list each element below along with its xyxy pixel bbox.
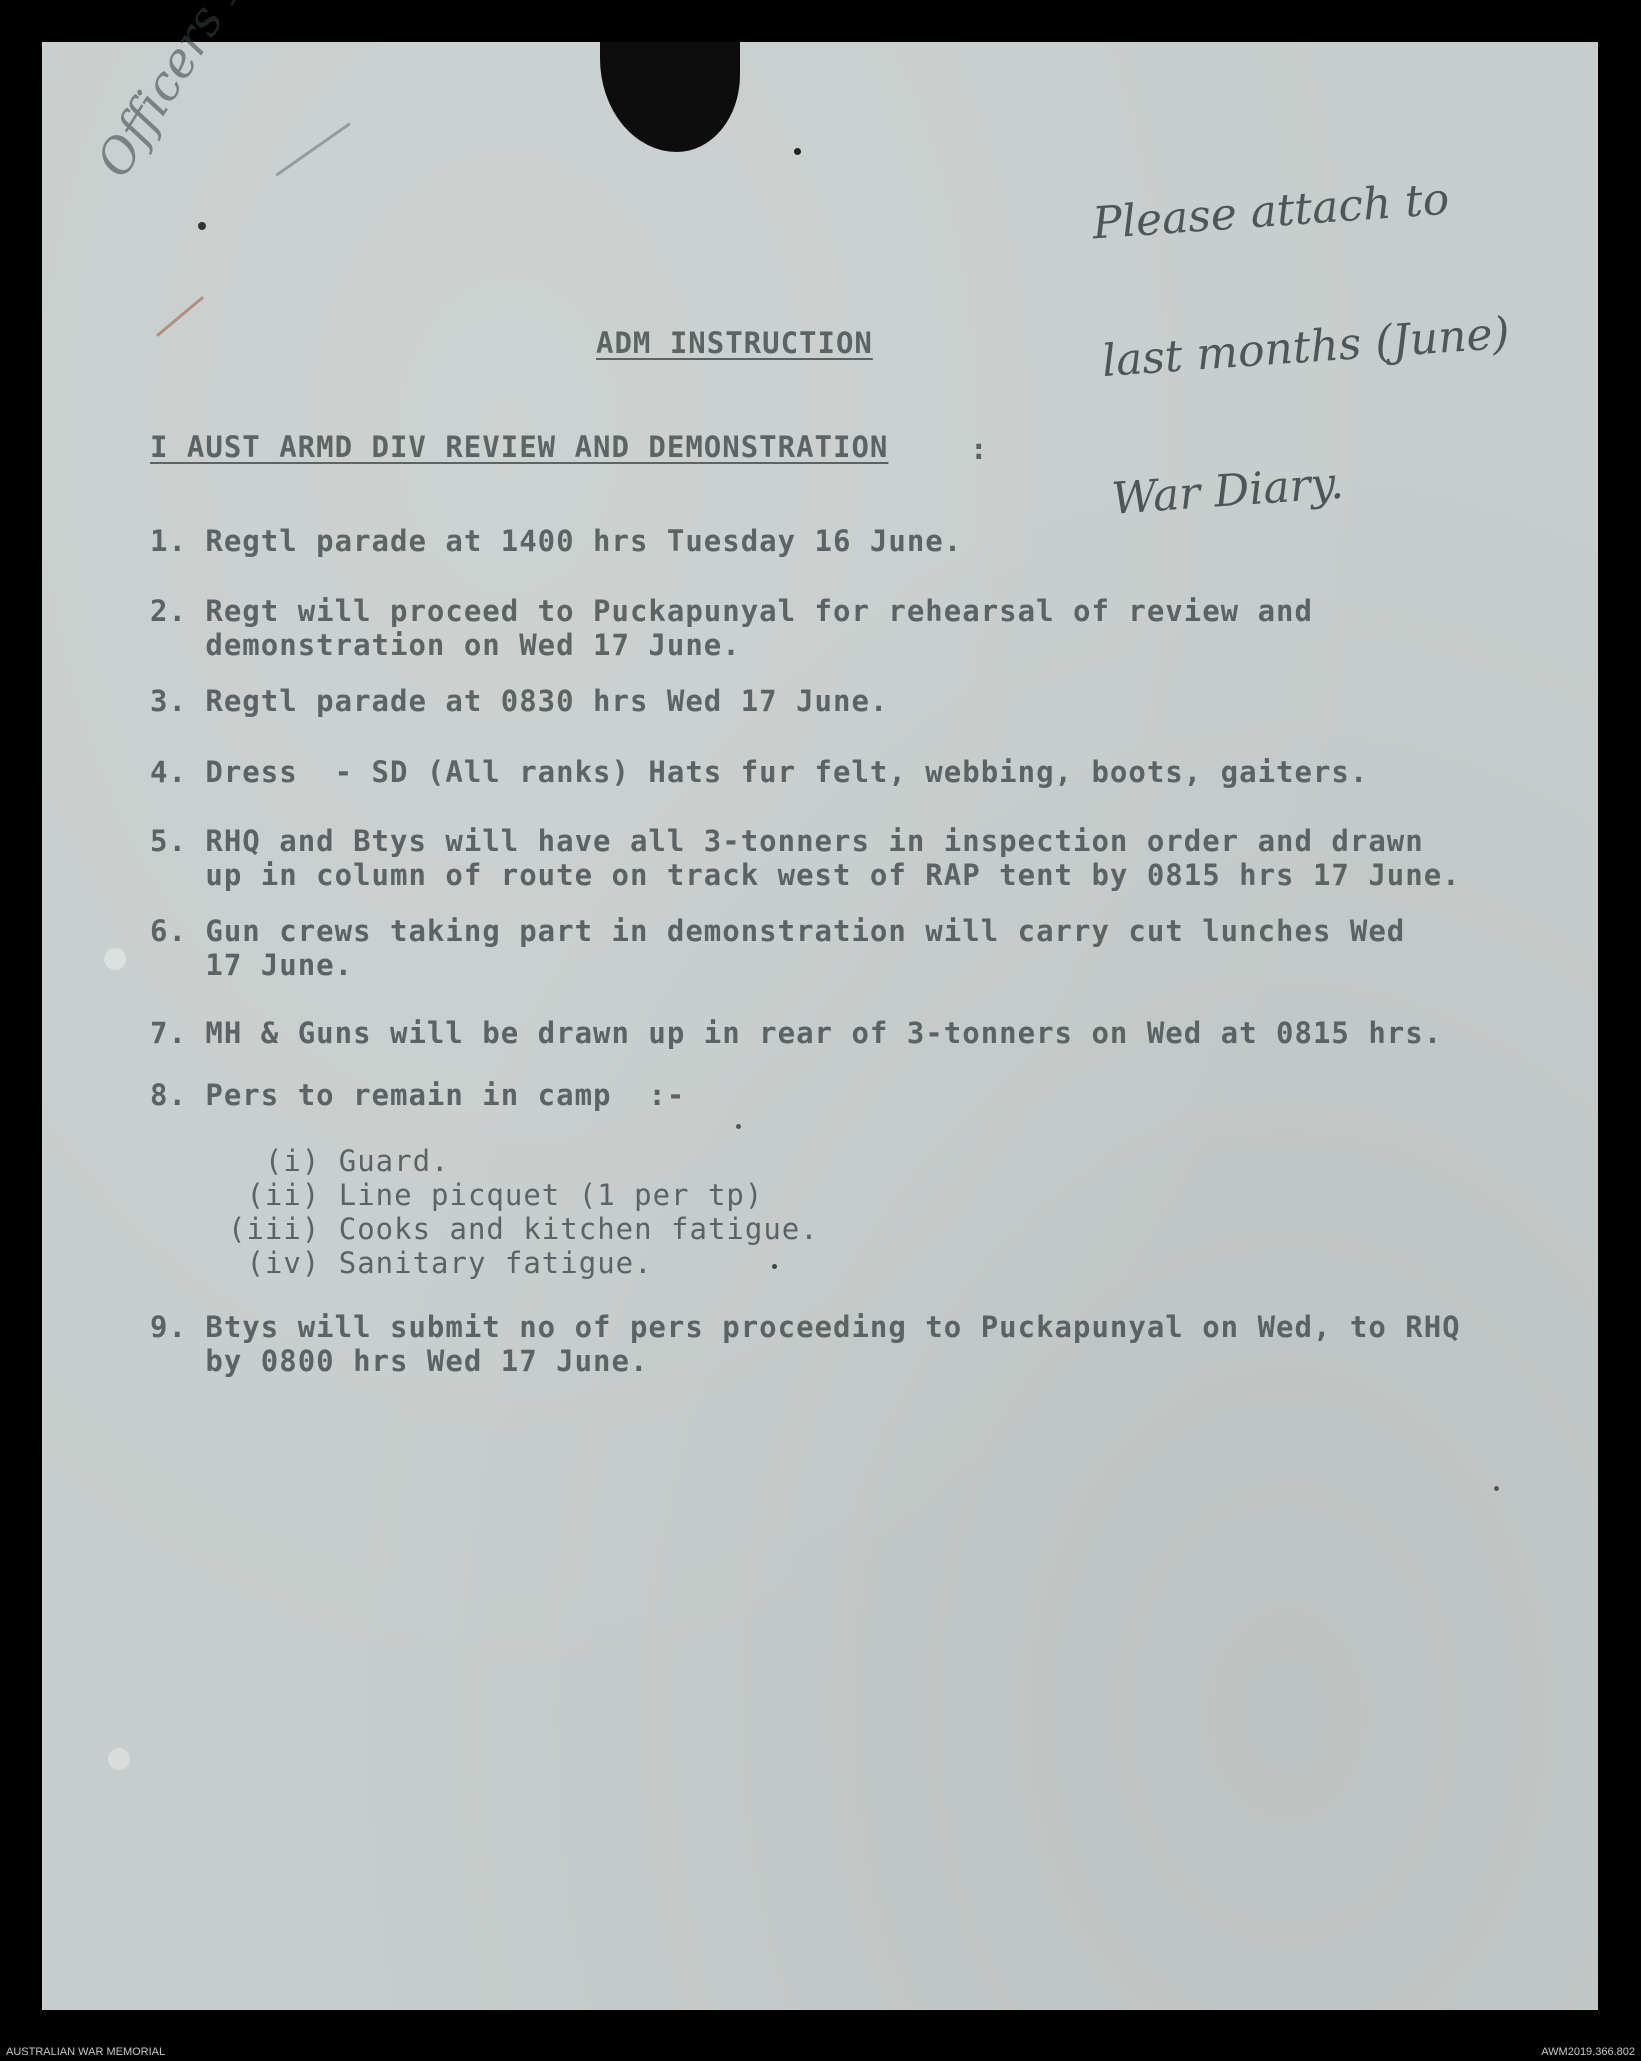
item-text: Dress - SD (All ranks) Hats fur felt, webbing, boots, gaiters. — [205, 755, 1369, 789]
list-item-7 — [150, 1016, 1442, 1050]
item-number: 2. — [150, 594, 187, 628]
item-number: 8. — [150, 1078, 187, 1112]
list-item-9 — [150, 1310, 1461, 1378]
item-text: Btys will submit no of pers proceeding to Puckapunyal on Wed, to RHQ — [205, 1310, 1461, 1344]
handwritten-line: Please attach to — [1090, 173, 1451, 250]
footer-reference: AWM2019.366.802 — [1541, 2046, 1635, 2058]
item-number: 7. — [150, 1016, 187, 1050]
paper-speck — [1494, 1486, 1499, 1491]
paper-crease — [104, 948, 126, 970]
handwritten-line: last months (June) — [1100, 307, 1512, 388]
sub-item: (iii) Cooks and kitchen fatigue. — [228, 1212, 819, 1246]
item-number: 4. — [150, 755, 187, 789]
item-number: 1. — [150, 524, 187, 558]
item-number: 3. — [150, 684, 187, 718]
sub-item: (iv) Sanitary fatigue. — [228, 1246, 653, 1280]
item-number: 6. — [150, 914, 187, 948]
paper-speck — [772, 1264, 777, 1269]
handwritten-note-right — [1084, 81, 1523, 568]
list-item-8 — [150, 1078, 685, 1112]
document-subject: I AUST ARMD DIV REVIEW AND DEMONSTRATION — [150, 430, 889, 464]
item-text: Regtl parade at 1400 hrs Tuesday 16 June. — [205, 524, 963, 558]
item-text: Pers to remain in camp :- — [205, 1078, 686, 1112]
sub-list — [228, 1144, 819, 1280]
item-text-continued: by 0800 hrs Wed 17 June. — [205, 1344, 649, 1378]
paper-speck — [794, 148, 801, 155]
list-item-1 — [150, 524, 962, 558]
sub-item: (i) Guard. — [228, 1144, 450, 1178]
list-item-2 — [150, 594, 1313, 662]
item-text: Regt will proceed to Puckapunyal for rehearsal of review and — [205, 594, 1313, 628]
item-number: 9. — [150, 1310, 187, 1344]
item-number: 5. — [150, 824, 187, 858]
handwritten-line: War Diary. — [1109, 457, 1346, 525]
item-text: Regtl parade at 0830 hrs Wed 17 June. — [205, 684, 889, 718]
subject-colon: : — [970, 432, 989, 466]
item-text-continued: up in column of route on track west of RAP tent by 0815 hrs 17 June. — [205, 858, 1461, 892]
sub-item: (ii) Line picquet (1 per tp) — [228, 1178, 764, 1212]
paper-speck — [736, 1124, 741, 1129]
list-item-6 — [150, 914, 1405, 982]
document-title: ADM INSTRUCTION — [596, 326, 873, 360]
item-text: Gun crews taking part in demonstration will carry cut lunches Wed — [205, 914, 1406, 948]
item-text-continued: demonstration on Wed 17 June. — [205, 628, 741, 662]
item-text-continued: 17 June. — [205, 948, 354, 982]
paper-speck — [198, 222, 206, 230]
list-item-3 — [150, 684, 888, 718]
footer-source: AUSTRALIAN WAR MEMORIAL — [6, 2046, 166, 2058]
item-text: MH & Guns will be drawn up in rear of 3-tonners on Wed at 0815 hrs. — [205, 1016, 1443, 1050]
item-text: RHQ and Btys will have all 3-tonners in inspection order and drawn — [205, 824, 1424, 858]
list-item-5 — [150, 824, 1461, 892]
list-item-4 — [150, 755, 1368, 789]
paper-crease — [108, 1748, 130, 1770]
